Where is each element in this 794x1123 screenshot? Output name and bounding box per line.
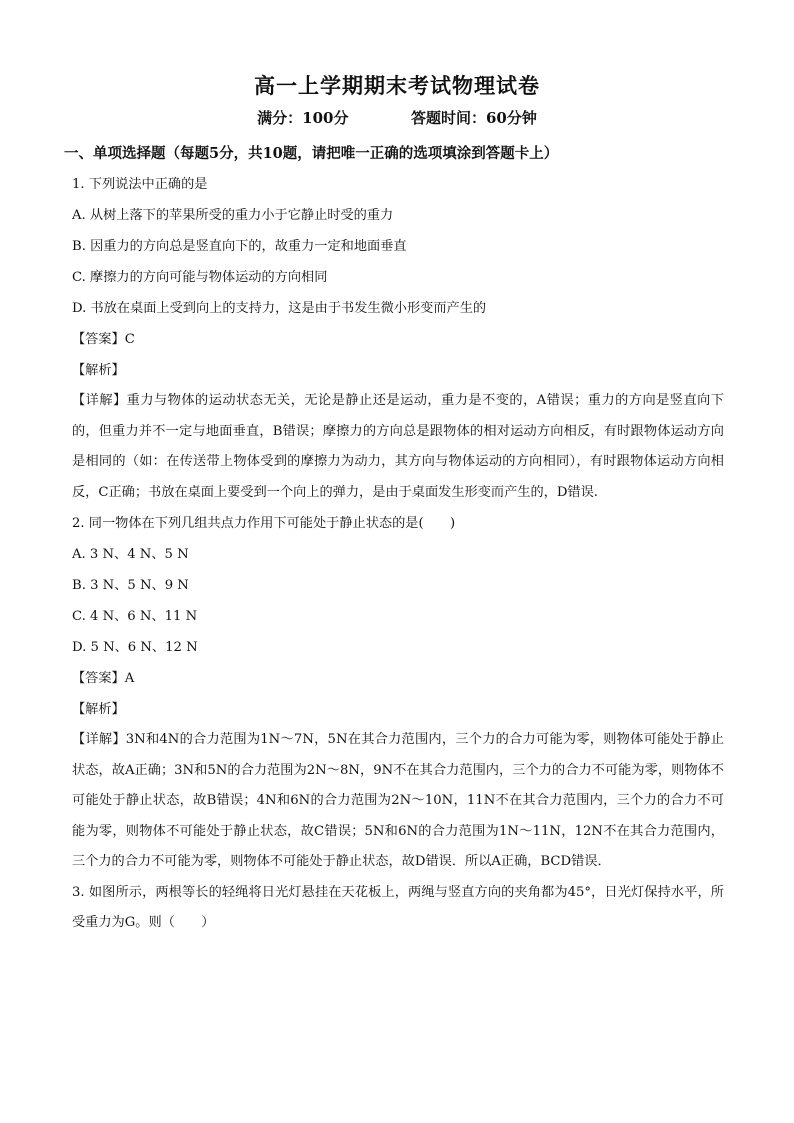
question-1-stem: 1. 下列说法中正确的是 [72,177,208,192]
question-2-stem: 2. 同一物体在下列几组共点力作用下可能处于静止状态的是( ) [72,516,456,531]
question-1-option-a: A. 从树上落下的苹果所受的重力小于它静止时受的重力 [72,208,394,223]
question-1-answer: 【答案】C [72,332,135,347]
question-2-option-b: B. 3 N、5 N、9 N [72,578,189,593]
question-3-stem: 3. 如图所示，两根等长的轻绳将日光灯悬挂在天花板上，两绳与竖直方向的夹角都为45°，日光灯保持水平，所受重力为G。则（ ） [72,884,724,930]
question-2-detail: 【详解】3N和4N的合力范围为1N～7N，5N在其合力范围内，三个力的合力可能为零，则物体可能处于静止状态，故A正确；3N和5N的合力范围为2N～8N，9N不在其合力范围内，三个力的合力不可能为零，则物体不可能处于静止状态，故B错误；4N和6N的合力范围为2N～10N，11N不在其合力范围内，三个力的合力不可能为零，则物体不可能处于静止状态，故C错误；5N和6N的合力范围为1N～11N，12N不在其合力范围内，三个力的合力不可能为零，则物体不可能处于静止状态，故D错误．所以A正确，BCD错误． [72,732,724,869]
exam-meta [0,107,794,128]
question-1-option-d: D. 书放在桌面上受到向上的支持力，这是由于书发生微小形变而产生的 [72,301,487,316]
page-title: 高一上学期期末考试物理试卷 [254,73,540,98]
question-2-analysis-label: 【解析】 [72,702,125,717]
question-1-option-c: C. 摩擦力的方向可能与物体运动的方向相同 [72,270,328,285]
question-2-option-a: A. 3 N、4 N、5 N [72,547,189,562]
section-heading: 一、单项选择题（每题5分，共10题，请把唯一正确的选项填涂到答题卡上） [64,145,559,162]
full-score: 满分：100分 [257,109,349,127]
question-2-answer: 【答案】A [72,671,135,686]
question-1-option-b: B. 因重力的方向总是竖直向下的，故重力一定和地面垂直 [72,239,407,254]
question-1-analysis-label: 【解析】 [72,363,125,378]
question-1-detail: 【详解】重力与物体的运动状态无关，无论是静止还是运动，重力是不变的，A错误；重力的方向是竖直向下的，但重力并不一定与地面垂直，B错误；摩擦力的方向总是跟物体的相对运动方向相反，有时跟物体运动方向是相同的（如：在传送带上物体受到的摩擦力为动力，其方向与物体运动的方向相同），有时跟物体运动方向相反，C正确；书放在桌面上要受到一个向上的弹力，是由于桌面发生形变而产生的，D错误. [72,393,724,500]
exam-content [64,138,724,939]
question-2-option-d: D. 5 N、6 N、12 N [72,640,198,655]
answer-time: 答题时间：60分钟 [410,109,537,127]
question-2-option-c: C. 4 N、6 N、11 N [72,609,198,624]
